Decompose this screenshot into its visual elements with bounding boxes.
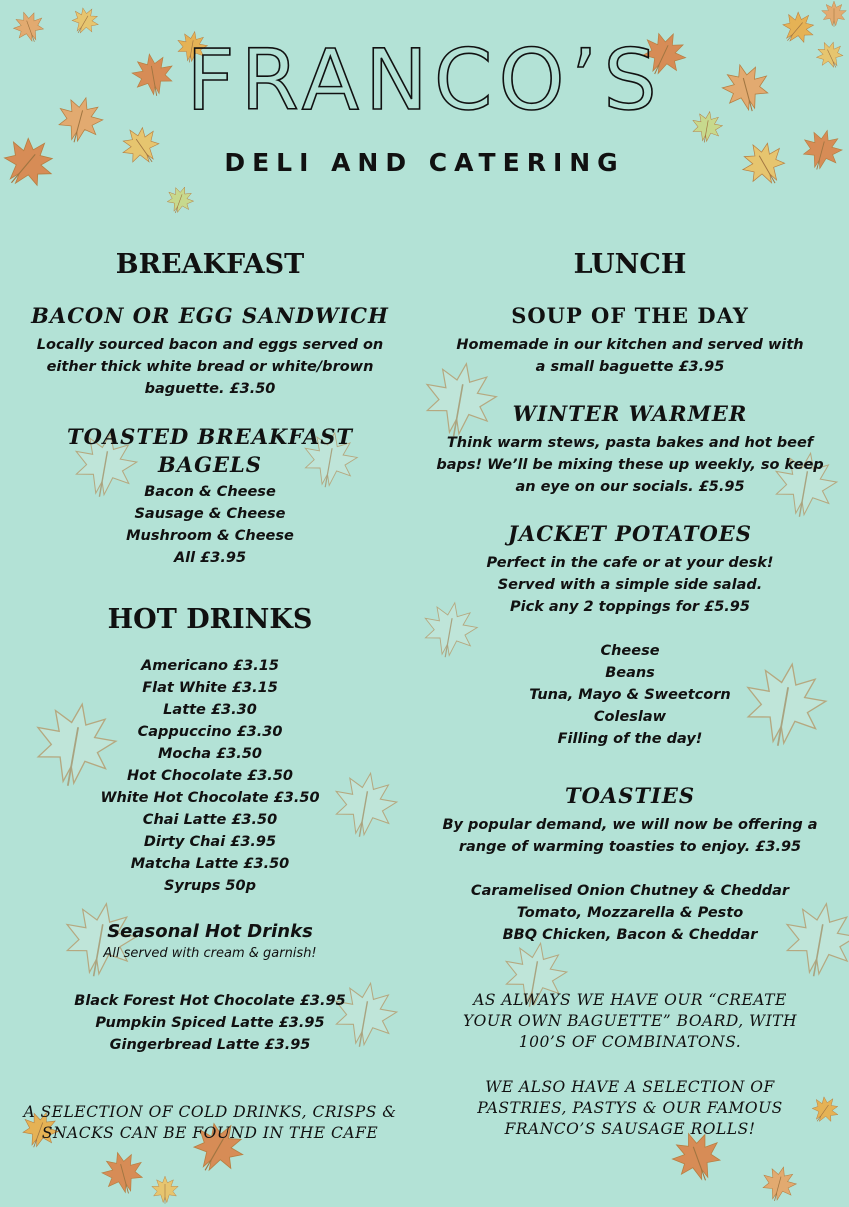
list-item: Pumpkin Spiced Latte £3.95 bbox=[95, 1015, 325, 1031]
maple-leaf-icon bbox=[820, 0, 848, 28]
seasonal-drinks-list bbox=[20, 990, 400, 1056]
winter-warmer-description: Think warm stews, pasta bakes and hot beef baps! We’ll be mixing these up weekly, so keep an eye on our socials. £5.95 bbox=[436, 435, 824, 495]
breakfast-title: BREAKFAST bbox=[115, 249, 305, 280]
list-item: BBQ Chicken, Bacon & Cheddar bbox=[502, 927, 758, 943]
list-item: Chai Latte £3.50 bbox=[142, 812, 278, 828]
list-item: Coleslaw bbox=[593, 709, 667, 725]
list-item: Gingerbread Latte £3.95 bbox=[109, 1037, 311, 1053]
header bbox=[0, 31, 849, 177]
right-column bbox=[432, 248, 828, 1140]
maple-leaf-icon bbox=[756, 1161, 803, 1207]
maple-leaf-icon bbox=[150, 1175, 180, 1205]
seasonal-drinks-title: Seasonal Hot Drinks bbox=[107, 921, 313, 942]
toasties-description: By popular demand, we will now be offering a range of warming toasties to enjoy. £3.95 bbox=[442, 817, 818, 855]
list-item: White Hot Chocolate £3.50 bbox=[100, 790, 320, 806]
jacket-toppings-list bbox=[432, 640, 828, 750]
soup-description: Homemade in our kitchen and served with a small baguette £3.95 bbox=[456, 337, 804, 375]
maple-leaf-icon bbox=[161, 181, 199, 219]
list-item: Tuna, Mayo & Sweetcorn bbox=[529, 687, 731, 703]
toasties-list bbox=[432, 880, 828, 946]
list-item: Bacon & Cheese bbox=[144, 484, 276, 500]
list-item: Cheese bbox=[600, 643, 660, 659]
bacon-egg-sandwich-title: BACON OR EGG SANDWICH bbox=[31, 303, 389, 328]
list-item: All £3.95 bbox=[173, 550, 247, 566]
list-item: Served with a simple side salad. bbox=[497, 577, 763, 593]
list-item: Filling of the day! bbox=[557, 731, 703, 747]
jacket-potatoes-title: JACKET POTATOES bbox=[508, 521, 752, 546]
left-column bbox=[20, 248, 400, 1144]
bacon-egg-sandwich-description: Locally sourced bacon and eggs served on either thick white bread or white/brown baguette. £3.50 bbox=[36, 337, 384, 397]
list-item: Hot Chocolate £3.50 bbox=[127, 768, 293, 784]
list-item: Matcha Latte £3.50 bbox=[130, 856, 290, 872]
tagline: DELI AND CATERING bbox=[224, 148, 625, 177]
list-item: Beans bbox=[605, 665, 655, 681]
list-item: Perfect in the cafe or at your desk! bbox=[486, 555, 774, 571]
soup-title: SOUP OF THE DAY bbox=[511, 303, 749, 328]
list-item: Black Forest Hot Chocolate £3.95 bbox=[74, 993, 346, 1009]
breakfast-bagels-list bbox=[20, 481, 400, 569]
list-item: Cappuccino £3.30 bbox=[137, 724, 283, 740]
list-item: Americano £3.15 bbox=[141, 658, 279, 674]
maple-leaf-icon bbox=[65, 1, 106, 42]
list-item: Flat White £3.15 bbox=[142, 680, 278, 696]
breakfast-bagels-title: TOASTED BREAKFAST BAGELS bbox=[66, 424, 354, 477]
winter-warmer-title: WINTER WARMER bbox=[512, 401, 748, 426]
list-item: Latte £3.30 bbox=[163, 702, 257, 718]
list-item: Tomato, Mozzarella & Pesto bbox=[516, 905, 744, 921]
toasties-title: TOASTIES bbox=[564, 783, 695, 808]
hot-drinks-title: HOT DRINKS bbox=[107, 604, 313, 635]
list-item: Pick any 2 toppings for £5.95 bbox=[510, 599, 750, 615]
list-item: Sausage & Cheese bbox=[134, 506, 286, 522]
list-item: Dirty Chai £3.95 bbox=[143, 834, 277, 850]
pastries-note: WE ALSO HAVE A SELECTION OF PASTRIES, PASTYS & OUR FAMOUS FRANCO’S SAUSAGE ROLLS! bbox=[477, 1078, 783, 1138]
seasonal-drinks-note: All served with cream & garnish! bbox=[103, 946, 317, 961]
list-item: Mushroom & Cheese bbox=[126, 528, 294, 544]
list-item: Mocha £3.50 bbox=[157, 746, 262, 762]
lunch-title: LUNCH bbox=[573, 249, 687, 280]
brand-logo: FRANCO’S bbox=[186, 31, 663, 129]
jacket-potatoes-description bbox=[432, 552, 828, 618]
list-item: Syrups 50p bbox=[164, 878, 256, 894]
hot-drinks-list bbox=[20, 655, 400, 897]
baguette-board-note: AS ALWAYS WE HAVE OUR “CREATE YOUR OWN BAGUETTE” BOARD, WITH 100’S OF COMBINATONS. bbox=[462, 991, 798, 1051]
cold-drinks-note: A SELECTION OF COLD DRINKS, CRISPS & SNACKS CAN BE FOUND IN THE CAFE bbox=[23, 1103, 397, 1142]
maple-leaf-icon bbox=[95, 1145, 151, 1201]
list-item: Caramelised Onion Chutney & Cheddar bbox=[470, 883, 790, 899]
